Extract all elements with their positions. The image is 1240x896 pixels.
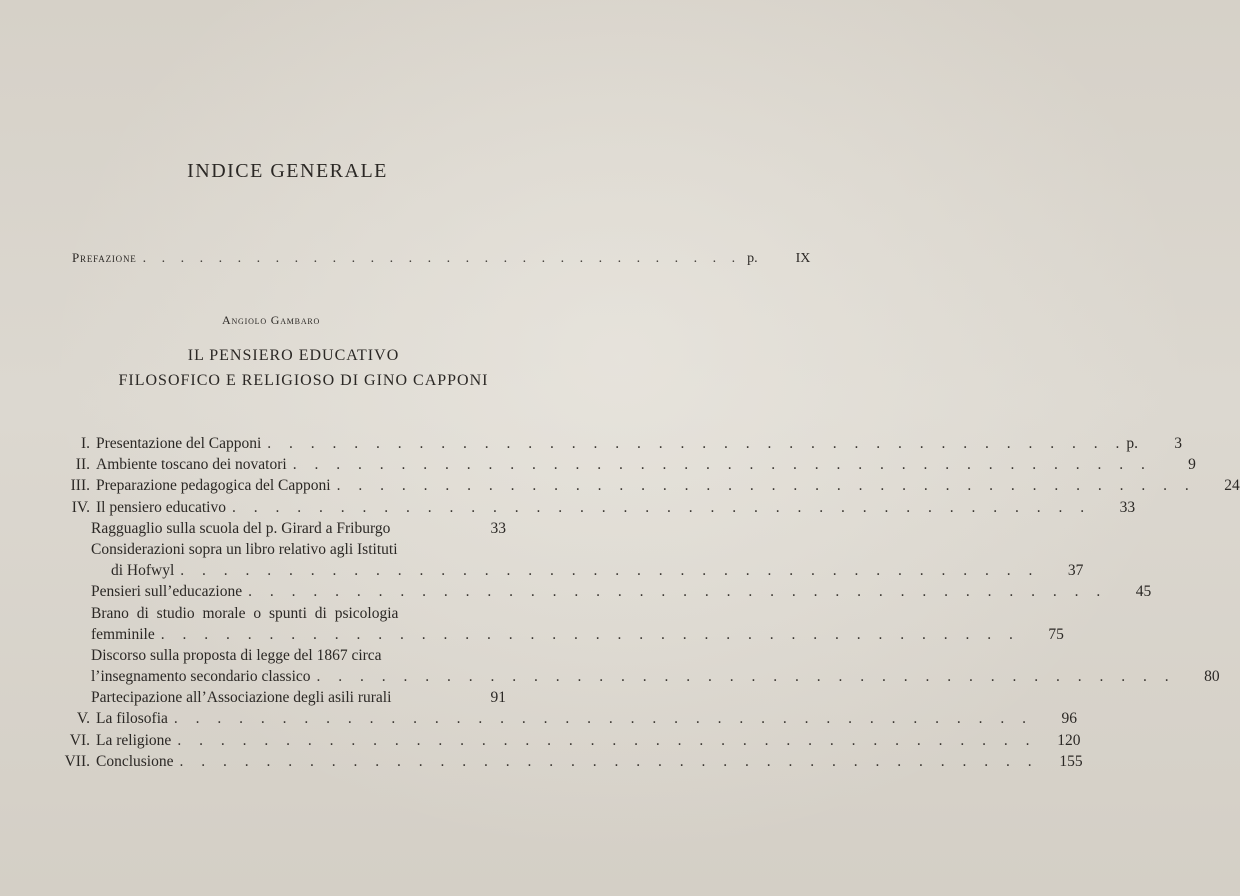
- toc-entry-1: [56, 433, 1183, 454]
- section-title-line-1: IL PENSIERO EDUCATIVO: [187, 347, 400, 364]
- page-number: 96: [1061, 710, 1078, 728]
- toc-subentry-5a: [56, 645, 506, 666]
- page-number: 3: [1174, 435, 1183, 452]
- page-title: INDICE GENERALE: [187, 160, 388, 182]
- page-number: 9: [1188, 456, 1196, 474]
- leader-dots: . . . . . . . . . . . . . . . . . . . . . . . . . . . . . . . . . . . . . . . .: [267, 435, 1127, 452]
- toc-subentry-1: [56, 518, 506, 539]
- chapter-number: VII.: [64, 752, 90, 770]
- section-title-line-2: FILOSOFICO E RELIGIOSO DI GINO CAPPONI: [118, 372, 489, 389]
- chapter-number: I.: [80, 435, 90, 452]
- chapter-title: Preparazione pedagogica del Capponi: [96, 477, 331, 495]
- toc-subentry-4a: [56, 603, 506, 624]
- chapter-number: VI.: [69, 731, 90, 749]
- subentry-title: Discorso sulla proposta di legge del 1867 circa: [91, 646, 382, 664]
- chapter-title: Presentazione del Capponi: [96, 435, 262, 452]
- chapter-number: V.: [76, 710, 90, 728]
- chapter-number: IV.: [71, 498, 90, 516]
- toc-subentry-2a: [56, 539, 506, 560]
- chapter-title: Il pensiero educativo: [96, 498, 226, 516]
- leader-dots: . . . . . . . . . . . . . . . . . . . . . . . . . . . . . . . . . . . . . . . .: [248, 583, 1108, 601]
- toc-entry-3: [56, 475, 1240, 496]
- page-number: 80: [1204, 668, 1220, 686]
- chapter-number: III.: [70, 477, 90, 495]
- subentry-title: Ragguaglio sulla scuola del p. Girard a Friburgo: [91, 519, 391, 537]
- page-number: 24: [1224, 477, 1240, 495]
- toc-subentry-3: [56, 581, 1152, 602]
- toc-subentry-4b: [56, 624, 1064, 645]
- toc-subentry-5b: [56, 666, 1220, 687]
- leader-dots: . . . . . . . . . . . . . . . . . . . . . . . . . . . . . . . .: [142, 251, 742, 266]
- chapter-title: La religione: [96, 731, 172, 749]
- page-number: 33: [490, 519, 506, 537]
- leader-dots: . . . . . . . . . . . . . . . . . . . . . . . . . . . . . . . . . . . . . . . .: [316, 668, 1176, 686]
- table-of-contents: [56, 433, 1240, 772]
- subentry-title-continued: femminile: [91, 625, 155, 643]
- page-number: 37: [1067, 562, 1084, 580]
- page-number: 45: [1135, 583, 1152, 601]
- leader-dots: . . . . . . . . . . . . . . . . . . . . . . . . . . . . . . . . . . . . . . . .: [336, 477, 1196, 495]
- page-abbreviation: p.: [1126, 435, 1139, 452]
- page-number: 33: [1119, 498, 1136, 516]
- toc-entry-5: [56, 708, 1078, 729]
- chapter-title: La filosofia: [96, 710, 168, 728]
- leader-dots: . . . . . . . . . . . . . . . . . . . . . . . . . . . . . . . . . . . . . . . .: [177, 731, 1037, 749]
- subentry-title: Considerazioni sopra un libro relativo agli Istituti: [91, 540, 398, 558]
- preface-label: Prefazione: [72, 250, 137, 265]
- toc-subentry-2b: [56, 560, 1084, 581]
- page-number: 155: [1059, 752, 1083, 770]
- chapter-number: II.: [75, 456, 90, 474]
- toc-entry-6: [56, 730, 1081, 751]
- page-number: 91: [490, 689, 506, 707]
- page-abbreviation: p.: [747, 251, 758, 266]
- toc-entry-2: [56, 454, 1196, 475]
- preface-page: IX: [795, 251, 811, 266]
- leader-dots: . . . . . . . . . . . . . . . . . . . . . . . . . . . . . . . . . . . . . . . .: [292, 456, 1152, 474]
- chapter-title: Conclusione: [96, 752, 174, 770]
- leader-dots: . . . . . . . . . . . . . . . . . . . . . . . . . . . . . . . . . . . . . . . .: [231, 498, 1092, 516]
- preface-entry: [72, 250, 811, 267]
- subentry-title-continued: di Hofwyl: [111, 562, 175, 580]
- toc-entry-4: [56, 497, 1136, 518]
- chapter-title: Ambiente toscano dei novatori: [96, 456, 287, 474]
- author-name: Angiolo Gambaro: [222, 313, 321, 327]
- subentry-title: Brano di studio morale o spunti di psicologia: [91, 604, 399, 622]
- subentry-title-continued: l’insegnamento secondario classico: [91, 668, 311, 686]
- leader-dots: . . . . . . . . . . . . . . . . . . . . . . . . . . . . . . . . . . . . . . . .: [160, 625, 1020, 643]
- leader-dots: . . . . . . . . . . . . . . . . . . . . . . . . . . . . . . . . . . . . . . . .: [180, 562, 1040, 580]
- subentry-title: Pensieri sull’educazione: [91, 583, 243, 601]
- toc-entry-7: [56, 751, 1083, 772]
- subentry-title: Partecipazione all’Associazione degli asili rurali: [91, 689, 392, 707]
- leader-dots: . . . . . . . . . . . . . . . . . . . . . . . . . . . . . . . . . . . . . . . .: [173, 710, 1034, 728]
- page-number: 75: [1048, 625, 1064, 643]
- page-number: 120: [1057, 731, 1081, 749]
- leader-dots: . . . . . . . . . . . . . . . . . . . . . . . . . . . . . . . . . . . . . . . .: [179, 752, 1039, 770]
- toc-subentry-6: [56, 687, 506, 708]
